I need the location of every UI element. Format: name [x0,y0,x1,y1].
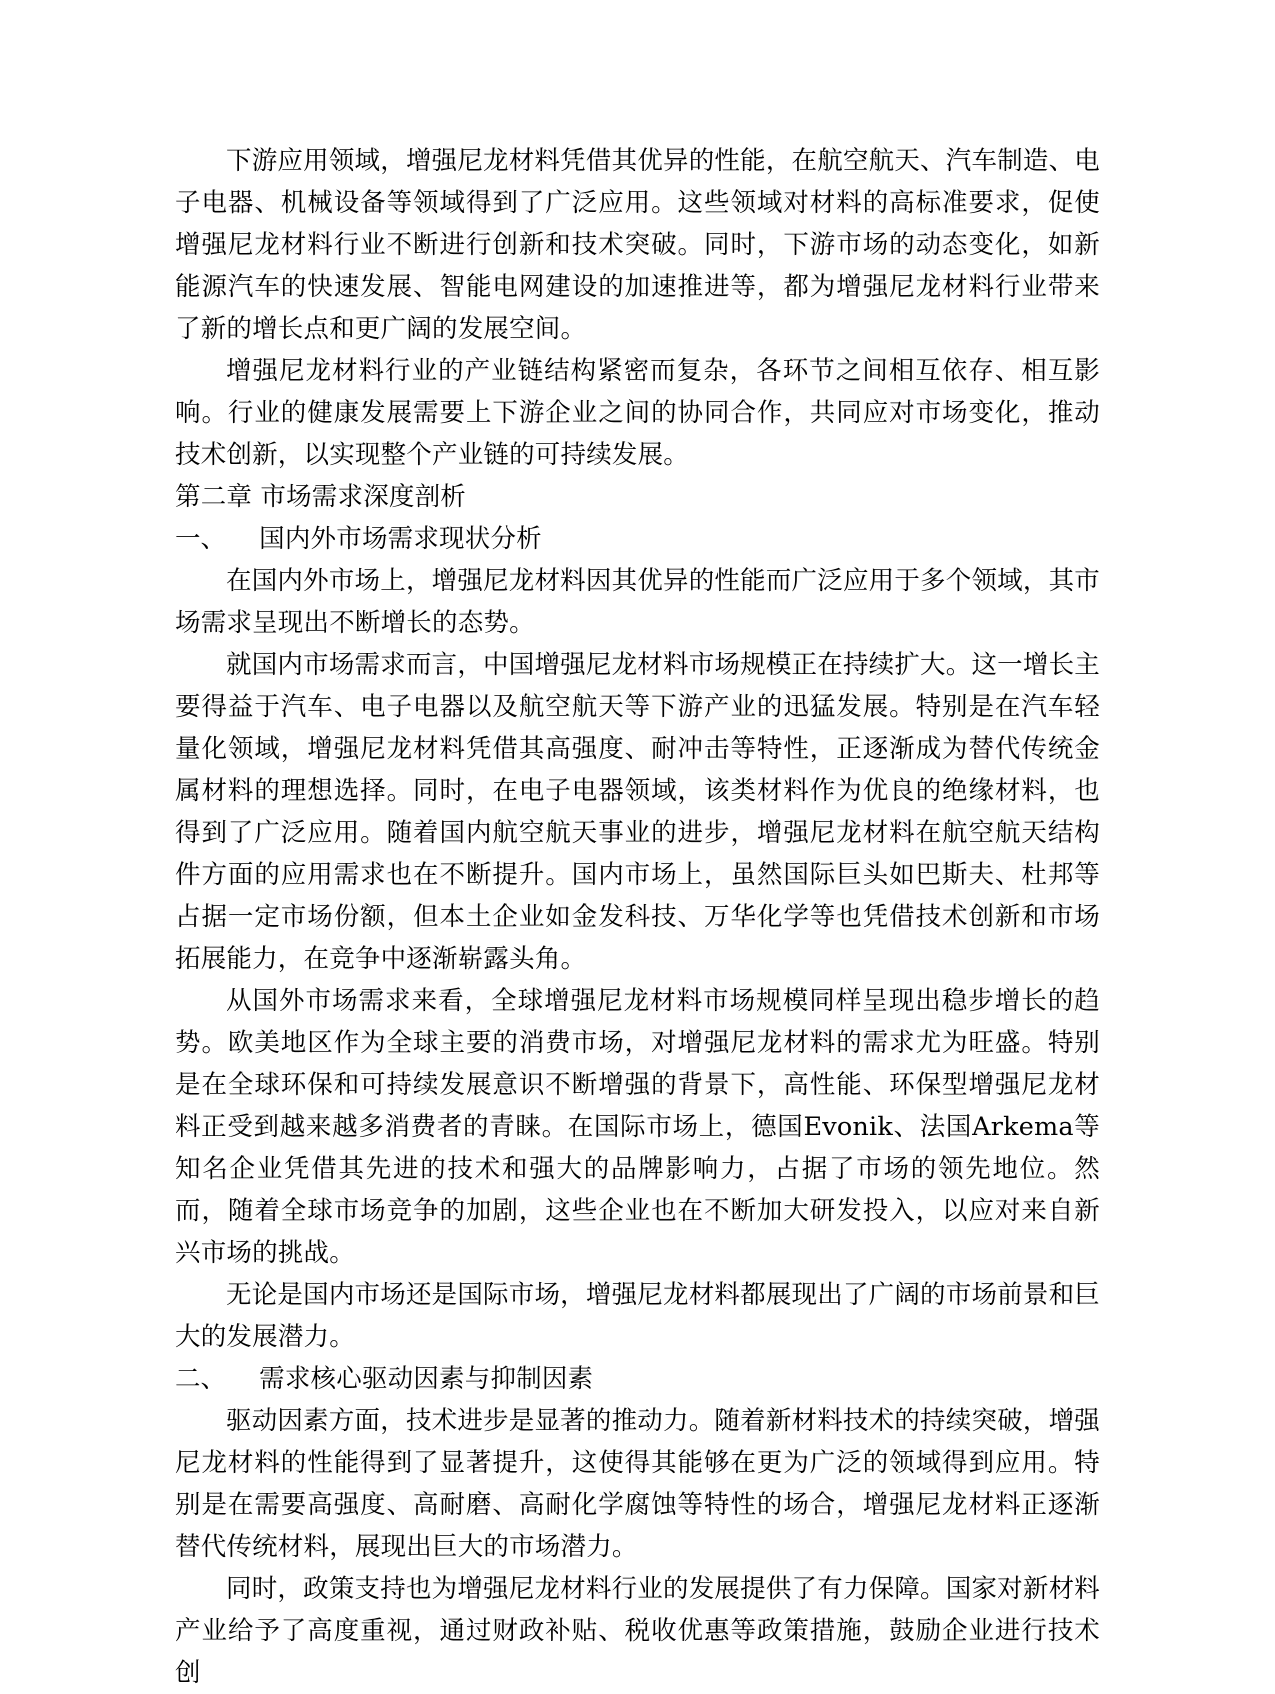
section-heading-1 [175,518,1100,560]
section-title-text: 需求核心驱动因素与抑制因素 [259,1364,594,1394]
paragraph-overseas-demand: 从国外市场需求来看，全球增强尼龙材料市场规模同样呈现出稳步增长的趋势。欧美地区作为全球主要的消费市场，对增强尼龙材料的需求尤为旺盛。特别是在全球环保和可持续发展意识不断增强的背景下，高性能、环保型增强尼龙材料正受到越来越多消费者的青睐。在国际市场上，德国Evonik、法国Arkema等知名企业凭借其先进的技术和强大的品牌影响力，占据了市场的领先地位。然而，随着全球市场竞争的加剧，这些企业也在不断加大研发投入，以应对来自新兴市场的挑战。 [175,986,1100,1268]
section-heading-2 [175,1358,1100,1400]
chapter-heading-2: 第二章 市场需求深度剖析 [175,482,467,512]
paragraph-market-overview: 在国内外市场上，增强尼龙材料因其优异的性能而广泛应用于多个领域，其市场需求呈现出不断增长的态势。 [175,566,1100,638]
paragraph-policy-support: 同时，政策支持也为增强尼龙材料行业的发展提供了有力保障。国家对新材料产业给予了高度重视，通过财政补贴、税收优惠等政策措施，鼓励企业进行技术创 [175,1574,1100,1688]
section-title-text: 国内外市场需求现状分析 [259,524,542,554]
document-body [175,140,1100,1694]
section-number: 一、 [175,524,227,554]
paragraph-downstream-applications: 下游应用领域，增强尼龙材料凭借其优异的性能，在航空航天、汽车制造、电子电器、机械设备等领域得到了广泛应用。这些领域对材料的高标准要求，促使增强尼龙材料行业不断进行创新和技术突破。同时，下游市场的动态变化，如新能源汽车的快速发展、智能电网建设的加速推进等，都为增强尼龙材料行业带来了新的增长点和更广阔的发展空间。 [175,146,1100,344]
paragraph-domestic-demand: 就国内市场需求而言，中国增强尼龙材料市场规模正在持续扩大。这一增长主要得益于汽车、电子电器以及航空航天等下游产业的迅猛发展。特别是在汽车轻量化领域，增强尼龙材料凭借其高强度、耐冲击等特性，正逐渐成为替代传统金属材料的理想选择。同时，在电子电器领域，该类材料作为优良的绝缘材料，也得到了广泛应用。随着国内航空航天事业的进步，增强尼龙材料在航空航天结构件方面的应用需求也在不断提升。国内市场上，虽然国际巨头如巴斯夫、杜邦等占据一定市场份额，但本土企业如金发科技、万华化学等也凭借技术创新和市场拓展能力，在竞争中逐渐崭露头角。 [175,650,1100,974]
paragraph-industry-chain: 增强尼龙材料行业的产业链结构紧密而复杂，各环节之间相互依存、相互影响。行业的健康发展需要上下游企业之间的协同合作，共同应对市场变化，推动技术创新，以实现整个产业链的可持续发展。 [175,356,1100,470]
section-number: 二、 [175,1364,227,1394]
paragraph-driving-factors: 驱动因素方面，技术进步是显著的推动力。随着新材料技术的持续突破，增强尼龙材料的性能得到了显著提升，这使得其能够在更为广泛的领域得到应用。特别是在需要高强度、高耐磨、高耐化学腐蚀等特性的场合，增强尼龙材料正逐渐替代传统材料，展现出巨大的市场潜力。 [175,1406,1100,1562]
paragraph-market-prospect: 无论是国内市场还是国际市场，增强尼龙材料都展现出了广阔的市场前景和巨大的发展潜力。 [175,1280,1100,1352]
